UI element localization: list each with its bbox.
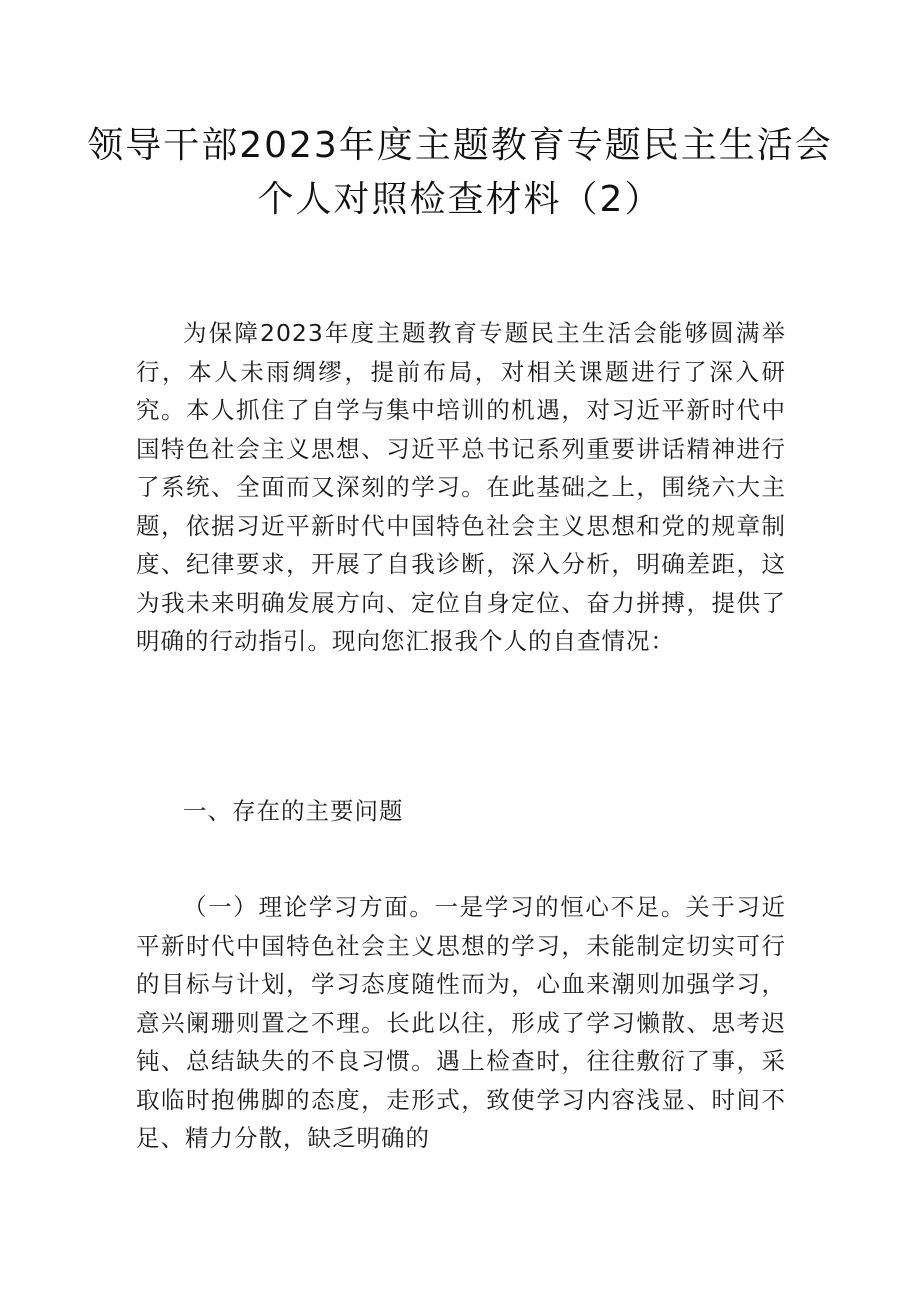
intro-paragraph: 为保障2023年度主题教育专题民主生活会能够圆满举行，本人未雨绸缪，提前布局，对相关课题进行了深入研究。本人抓住了自学与集中培训的机遇，对习近平新时代中国特色社会主义思想、习近平总书记系列重要讲话精神进行了系统、全面而又深刻的学习。在此基础之上，围绕六大主题，依据习近平新时代中国特色社会主义思想和党的规章制度、纪律要求，开展了自我诊断，深入分析，明确差距，这为我未来明确发展方向、定位自身定位、奋力拼搏，提供了明确的行动指引。现向您汇报我个人的自查情况： [136, 319, 786, 655]
theory-study-paragraph: （一）理论学习方面。一是学习的恒心不足。关于习近平新时代中国特色社会主义思想的学习，未能制定切实可行的目标与计划，学习态度随性而为，心血来潮则加强学习，意兴阑珊则置之不理。长此以往，形成了学习懒散、思考迟钝、总结缺失的不良习惯。遇上检查时，往往敷衍了事，采取临时抱佛脚的态度，走形式，致使学习内容浅显、时间不足、精力分散，缺乏明确的 [136, 893, 786, 1152]
document-title-line-2: 个人对照检查材料（2） [257, 179, 663, 220]
section-heading: 一、存在的主要问题 [183, 797, 404, 825]
document-title-line-1: 领导干部2023年度主题教育专题民主生活会 [87, 125, 833, 166]
